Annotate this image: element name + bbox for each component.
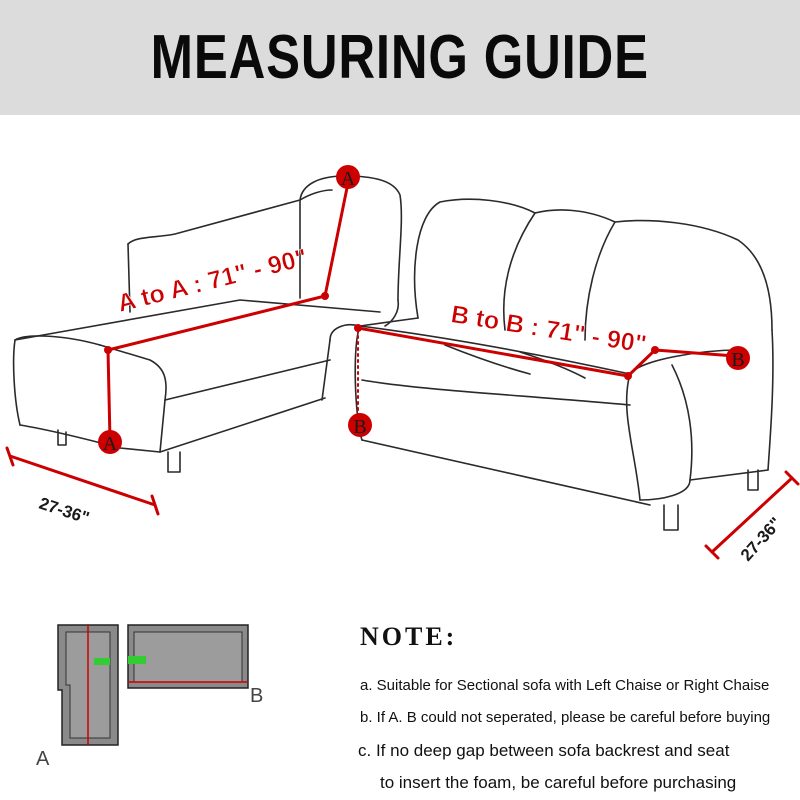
marker-b-left	[348, 413, 372, 438]
a-to-a-label: A to A : 71" - 90"	[114, 243, 311, 318]
page-title: MEASURING GUIDE	[150, 23, 650, 92]
thumbnail-sofa	[128, 625, 248, 688]
note-line-a: a. Suitable for Sectional sofa with Left Chaise or Right Chaise	[360, 677, 770, 694]
svg-text:B: B	[353, 416, 367, 438]
b-to-b-label: B to B : 71" - 90"	[449, 300, 649, 359]
svg-text:A: A	[340, 168, 356, 190]
note-line-c-continued: to insert the foam, be careful before purchasing	[380, 773, 737, 792]
note-line-b: b. If A. B could not seperated, please be careful before buying	[360, 709, 771, 726]
marker-a-bottom	[98, 430, 122, 455]
page-title-wrap	[0, 0, 800, 115]
svg-text:A: A	[102, 433, 118, 455]
note-title: NOTE:	[360, 622, 458, 651]
sectional-diagram	[0, 115, 800, 800]
measure-lines	[7, 183, 798, 558]
thumbnail-label-a: A	[36, 748, 50, 770]
marker-b-right	[726, 346, 750, 371]
left-depth-label: 27-36"	[36, 493, 92, 528]
thumbnail-label-b: B	[250, 685, 264, 707]
note-line-c: c. If no deep gap between sofa backrest and seat	[358, 741, 730, 760]
thumbnail-chaise	[58, 625, 118, 745]
right-depth-label: 27-36"	[736, 513, 786, 565]
sofa-outline	[322, 199, 773, 530]
left-depth-line	[10, 456, 155, 505]
svg-text:B: B	[731, 349, 745, 371]
marker-a-top	[336, 165, 360, 190]
